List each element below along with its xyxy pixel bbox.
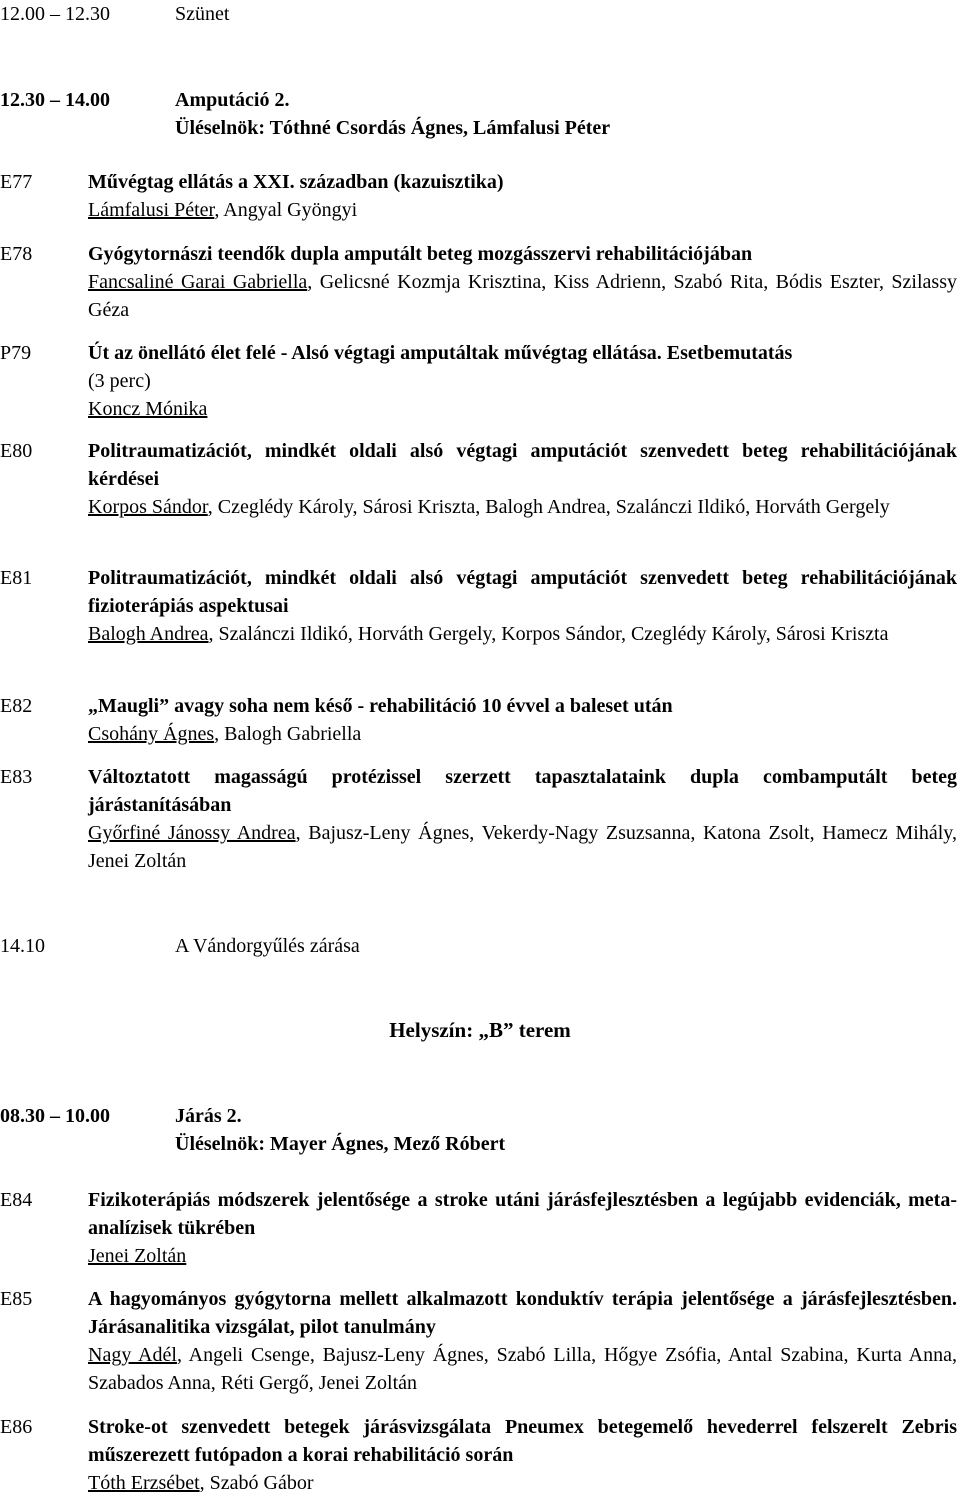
talk-code: E85: [0, 1288, 33, 1310]
talk-code: E82: [0, 695, 33, 717]
talk-authors: [88, 1341, 957, 1397]
presenting-author: Koncz Mónika: [88, 398, 208, 420]
session-time: 08.30 – 10.00: [0, 1105, 110, 1127]
co-authors: , Angeli Csenge, Bajusz-Leny Ágnes, Szabó Lilla, Hőgye Zsófia, Antal Szabina, Kurta Anna, Szabados Anna, Réti Gergő, Jenei Zoltán: [88, 1344, 957, 1394]
talk-title: Stroke-ot szenvedett betegek járásvizsgálata Pneumex betegemelő hevederrel felszerelt Zebris műszerezett futópadon a korai rehabilitáció során: [88, 1416, 957, 1466]
talk-title: Gyógytornászi teendők dupla amputált beteg mozgásszervi rehabilitációjában: [88, 243, 753, 265]
talk-code: E77: [0, 171, 33, 193]
presenting-author: Jenei Zoltán: [88, 1245, 187, 1267]
talk-authors: [88, 720, 957, 748]
session-time: 12.30 – 14.00: [0, 89, 110, 111]
presenting-author: Balogh Andrea: [88, 623, 209, 645]
talk-authors: [88, 268, 957, 324]
session-title: Járás 2.: [175, 1105, 242, 1127]
talk-authors: [88, 1242, 957, 1270]
talk-authors: [88, 493, 957, 521]
talk-title: Változtatott magasságú protézissel szerzett tapasztalataink dupla combamputált beteg járástanításában: [88, 766, 957, 816]
talk-title: Politraumatizációt, mindkét oldali alsó végtagi amputációt szenvedett beteg rehabilitációjának fizioterápiás aspektusai: [88, 567, 957, 617]
closing-time: 14.10: [0, 935, 45, 957]
break-label: Szünet: [175, 3, 230, 25]
presenting-author: Csohány Ágnes: [88, 723, 215, 745]
presenting-author: Tóth Erzsébet: [88, 1472, 200, 1494]
talk-code: E80: [0, 440, 33, 462]
presenting-author: Fancsaliné Garai Gabriella: [88, 271, 308, 293]
talk-code: E78: [0, 243, 33, 265]
co-authors: , Gelicsné Kozmja Krisztina, Kiss Adrienn, Szabó Rita, Bódis Eszter, Szilassy Géza: [88, 271, 957, 321]
closing-label: A Vándorgyűlés zárása: [175, 935, 360, 957]
talk-authors: [88, 395, 957, 423]
talk-note: (3 perc): [88, 370, 151, 392]
presenting-author: Korpos Sándor: [88, 496, 208, 518]
co-authors: , Balogh Gabriella: [214, 723, 362, 745]
session-title: Amputáció 2.: [175, 89, 290, 111]
talk-code: E86: [0, 1416, 33, 1438]
talk-title: Út az önellátó élet felé - Alsó végtagi amputáltak művégtag ellátása. Esetbemutatás: [88, 342, 793, 364]
break-time: 12.00 – 12.30: [0, 3, 110, 25]
talk-authors: [88, 1469, 957, 1497]
co-authors: , Czeglédy Károly, Sárosi Kriszta, Balogh Andrea, Szalánczi Ildikó, Horváth Gergely: [207, 496, 890, 518]
co-authors: , Bajusz-Leny Ágnes, Vekerdy-Nagy Zsuzsanna, Katona Zsolt, Hamecz Mihály, Jenei Zoltán: [88, 822, 957, 872]
presenting-author: Győrfiné Jánossy Andrea: [88, 822, 296, 844]
session-chairs: Üléselnök: Tóthné Csordás Ágnes, Lámfalusi Péter: [175, 117, 611, 139]
talk-title: Fizikoterápiás módszerek jelentősége a stroke utáni járásfejlesztésben a legújabb evidenciák, meta-analízisek tükrében: [88, 1189, 957, 1239]
talk-title: „Maugli” avagy soha nem késő - rehabilitáció 10 évvel a baleset után: [88, 695, 673, 717]
talk-code: E83: [0, 766, 33, 788]
co-authors: , Szabó Gábor: [199, 1472, 314, 1494]
talk-authors: [88, 196, 957, 224]
talk-authors: [88, 819, 957, 875]
co-authors: , Angyal Gyöngyi: [214, 199, 358, 221]
presenting-author: Lámfalusi Péter: [88, 199, 215, 221]
talk-authors: [88, 620, 957, 648]
co-authors: , Szalánczi Ildikó, Horváth Gergely, Korpos Sándor, Czeglédy Károly, Sárosi Kriszta: [208, 623, 889, 645]
presenting-author: Nagy Adél: [88, 1344, 177, 1366]
talk-code: E84: [0, 1189, 33, 1211]
talk-code: E81: [0, 567, 33, 589]
talk-code: P79: [0, 342, 32, 364]
talk-title: Művégtag ellátás a XXI. században (kazuisztika): [88, 171, 504, 193]
session-chairs: Üléselnök: Mayer Ágnes, Mező Róbert: [175, 1133, 506, 1155]
talk-title: A hagyományos gyógytorna mellett alkalmazott konduktív terápia jelentősége a járásfejlesztésben. Járásanalitika vizsgálat, pilot tanulmány: [88, 1288, 957, 1338]
venue-heading: Helyszín: „B” terem: [389, 1018, 571, 1042]
talk-title: Politraumatizációt, mindkét oldali alsó végtagi amputációt szenvedett beteg rehabilitációjának kérdései: [88, 440, 957, 490]
